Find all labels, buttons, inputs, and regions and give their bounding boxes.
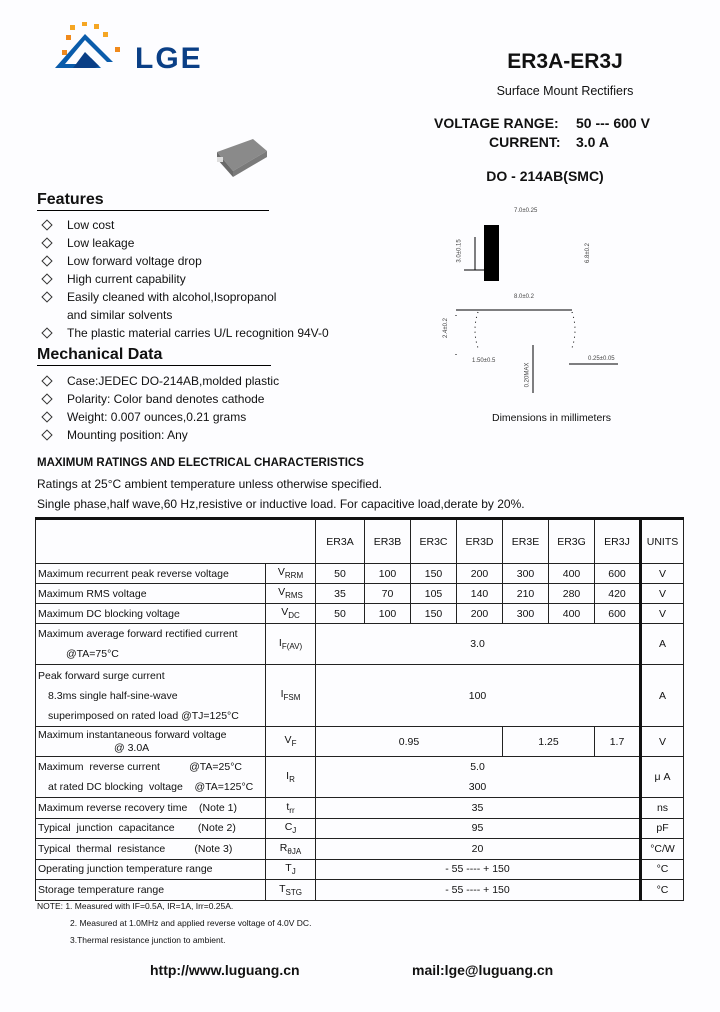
unit: V <box>641 727 684 757</box>
symbol-text: C <box>284 821 293 834</box>
dim-label: 6.8±0.2 <box>584 243 591 263</box>
symbol-subscript: rr <box>289 805 295 815</box>
diagram-caption: Dimensions in millimeters <box>492 412 612 424</box>
unit: A <box>641 665 684 727</box>
col-header: ER3B <box>365 519 411 564</box>
table-row <box>36 665 684 727</box>
value: 400 <box>549 604 595 624</box>
symbol <box>266 604 316 624</box>
mechanical-heading: Mechanical Data <box>37 346 271 366</box>
unit: °C <box>641 859 684 880</box>
product-subtitle: Surface Mount Rectifiers <box>496 84 634 98</box>
value: 100 <box>316 665 641 727</box>
unit: °C <box>641 880 684 901</box>
feature-item: Low forward voltage drop <box>37 252 329 270</box>
value: 35 <box>316 798 641 819</box>
features-heading: Features <box>37 191 269 211</box>
company-logo <box>55 22 245 92</box>
value: 1.7 <box>595 727 641 757</box>
row-label: Maximum recurrent peak reverse voltage <box>36 564 266 584</box>
dim-label: 2.4±0.2 <box>442 318 449 338</box>
unit: V <box>641 604 684 624</box>
unit: μ A <box>641 757 684 798</box>
table-row <box>36 604 684 624</box>
voltage-range-label: VOLTAGE RANGE: <box>434 115 559 131</box>
dim-label: 8.0±0.2 <box>514 294 534 300</box>
unit: A <box>641 624 684 665</box>
row-label: Storage temperature range <box>36 880 266 901</box>
mechanical-item: Weight: 0.007 ounces,0.21 grams <box>37 408 279 426</box>
ratings-note-2: Single phase,half wave,60 Hz,resistive or inductive load. For capacitive load,derate by 20%. <box>37 497 525 511</box>
package-image <box>215 135 270 185</box>
svg-text:LGE: LGE <box>135 42 203 75</box>
value: 200 <box>457 604 503 624</box>
symbol-text: R <box>279 841 288 854</box>
feature-item: Low leakage <box>37 234 329 252</box>
row-label: Typical junction capacitance (Note 2) <box>36 818 266 839</box>
table-row <box>36 727 684 757</box>
feature-item <box>37 288 329 324</box>
dim-label: 3.0±0.15 <box>456 239 463 263</box>
table-header-row <box>36 519 684 564</box>
col-header: ER3J <box>595 519 641 564</box>
table-row <box>36 584 684 604</box>
col-header: UNITS <box>641 519 684 564</box>
current-value: 3.0 A <box>576 134 609 150</box>
symbol-text: T <box>285 862 292 875</box>
feature-text: Easily cleaned with alcohol,Isopropanol <box>67 290 277 304</box>
website-link[interactable]: http://www.luguang.cn <box>150 962 300 978</box>
value: 200 <box>457 564 503 584</box>
unit: V <box>641 584 684 604</box>
col-header: ER3D <box>457 519 503 564</box>
value: 50 <box>316 564 365 584</box>
value: 105 <box>411 584 457 604</box>
symbol-subscript: DC <box>288 611 300 621</box>
value: 300 <box>503 564 549 584</box>
symbol-subscript: RMS <box>285 591 303 601</box>
value: 300 <box>468 781 487 793</box>
value: 5.0 <box>470 761 485 773</box>
col-header: ER3A <box>316 519 365 564</box>
row-label: Maximum DC blocking voltage <box>36 604 266 624</box>
symbol-text: T <box>279 882 286 895</box>
table-row <box>36 839 684 860</box>
row-label: Maximum RMS voltage <box>36 584 266 604</box>
dim-label: 7.0±0.25 <box>514 208 538 214</box>
feature-text-continued: and similar solvents <box>67 308 173 322</box>
symbol: $I_R$ <box>266 757 316 798</box>
symbol-text: t <box>286 800 290 813</box>
row-label: Operating junction temperature range <box>36 859 266 880</box>
table-row <box>36 564 684 584</box>
value: 70 <box>365 584 411 604</box>
value: 3.0 <box>316 624 641 665</box>
symbol-subscript: STG <box>285 887 302 897</box>
symbol <box>266 880 316 901</box>
notes <box>37 898 311 949</box>
value: 0.95 <box>316 727 503 757</box>
table-row <box>36 818 684 839</box>
value: 150 <box>411 604 457 624</box>
table-row <box>36 880 684 901</box>
col-header: ER3G <box>549 519 595 564</box>
table-row <box>36 624 684 665</box>
dim-label: 0.25±0.05 <box>588 356 615 362</box>
value: 150 <box>411 564 457 584</box>
mechanical-item: Mounting position: Any <box>37 426 279 444</box>
feature-item: High current capability <box>37 270 329 288</box>
value: 400 <box>549 564 595 584</box>
email-link[interactable]: mail:lge@luguang.cn <box>412 962 554 978</box>
symbol-subscript: J <box>291 867 296 877</box>
symbol <box>266 564 316 584</box>
current-label: CURRENT: <box>489 134 561 150</box>
symbol-subscript: θJA <box>287 846 302 856</box>
value: 300 <box>503 604 549 624</box>
row-condition: @TA=75°C <box>66 648 119 660</box>
note: 2. Measured at 1.0MHz and applied reverse voltage of 4.0V DC. <box>70 918 312 928</box>
row-label: Maximum average forward rectified current <box>38 628 238 640</box>
col-header: ER3C <box>411 519 457 564</box>
row-label: Maximum reverse recovery time (Note 1) <box>36 798 266 819</box>
dim-label: 1.50±0.5 <box>472 358 496 364</box>
features-list <box>37 216 329 342</box>
dimension-diagram <box>420 200 640 430</box>
symbol: $I_{FSM}$ <box>266 665 316 727</box>
note: NOTE: 1. Measured with IF=0.5A, IR=1A, Irr=0.25A. <box>37 901 234 911</box>
value: 35 <box>316 584 365 604</box>
symbol <box>266 839 316 860</box>
symbol: $V_F$ <box>266 727 316 757</box>
dim-label: 0.20MAX <box>524 362 531 388</box>
row-label: Maximum reverse current @TA=25°C <box>38 761 243 773</box>
unit: pF <box>641 818 684 839</box>
value: 50 <box>316 604 365 624</box>
ratings-title: MAXIMUM RATINGS AND ELECTRICAL CHARACTERISTICS <box>37 457 364 469</box>
symbol <box>266 584 316 604</box>
unit: °C/W <box>641 839 684 860</box>
table-row <box>36 859 684 880</box>
row-label: 8.3ms single half-sine-wave <box>48 689 178 702</box>
symbol <box>266 859 316 880</box>
value: 95 <box>316 818 641 839</box>
row-condition: @ 3.0A <box>114 741 150 754</box>
value: 420 <box>595 584 641 604</box>
value: 100 <box>365 564 411 584</box>
mechanical-item: Case:JEDEC DO-214AB,molded plastic <box>37 372 279 390</box>
symbol: $I_{F(AV)}$ <box>266 624 316 665</box>
mechanical-item: Polarity: Color band denotes cathode <box>37 390 279 408</box>
note: 3.Thermal resistance junction to ambient. <box>70 935 226 945</box>
table-row <box>36 757 684 798</box>
package-name: DO - 214AB(SMC) <box>486 168 604 184</box>
feature-item: Low cost <box>37 216 329 234</box>
table-row <box>36 798 684 819</box>
value: 600 <box>595 564 641 584</box>
row-label: Typical thermal resistance (Note 3) <box>36 839 266 860</box>
ratings-note-1: Ratings at 25°C ambient temperature unless otherwise specified. <box>37 477 382 491</box>
feature-item: The plastic material carries U/L recognition 94V-0 <box>37 324 329 342</box>
unit: V <box>641 564 684 584</box>
row-condition: superimposed on rated load @TJ=125°C <box>48 709 239 722</box>
symbol-subscript: J <box>292 826 297 836</box>
value: 600 <box>595 604 641 624</box>
value: - 55 ---- + 150 <box>316 880 641 901</box>
symbol-text: V <box>281 606 289 619</box>
part-number-title: ER3A-ER3J <box>507 50 623 73</box>
voltage-range-value: 50 --- 600 V <box>576 115 650 131</box>
row-label: at rated DC blocking voltage @TA=125°C <box>48 781 254 793</box>
value: - 55 ---- + 150 <box>316 859 641 880</box>
symbol <box>266 818 316 839</box>
ratings-table <box>35 517 684 901</box>
symbol <box>266 798 316 819</box>
value: 210 <box>503 584 549 604</box>
row-label: Peak forward surge current <box>38 669 165 682</box>
unit: ns <box>641 798 684 819</box>
value: 1.25 <box>503 727 595 757</box>
symbol-text: V <box>278 586 286 599</box>
col-header: ER3E <box>503 519 549 564</box>
mechanical-list <box>37 372 279 444</box>
value: 20 <box>316 839 641 860</box>
row-label: Maximum instantaneous forward voltage <box>38 728 227 741</box>
value: 100 <box>365 604 411 624</box>
value: 280 <box>549 584 595 604</box>
symbol-text: V <box>277 566 285 579</box>
symbol-subscript: RRM <box>284 571 304 581</box>
value: 140 <box>457 584 503 604</box>
